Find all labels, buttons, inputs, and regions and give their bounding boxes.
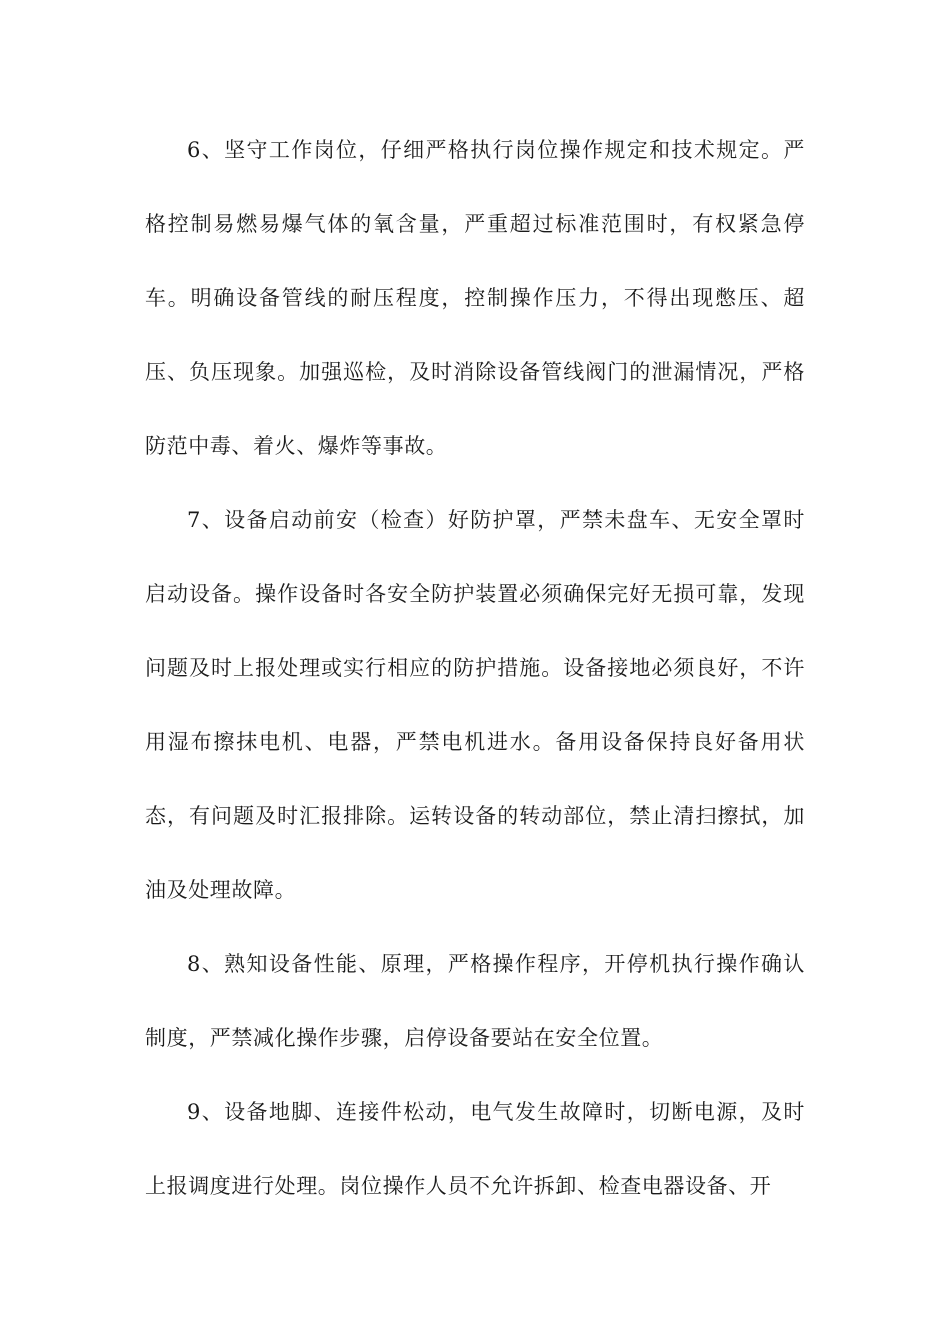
paragraph-9: 9、设备地脚、连接件松动，电气发生故障时，切断电源，及时上报调度进行处理。岗位操作人员不允许拆卸、检查电器设备、开 xyxy=(145,1100,805,1198)
paragraph-6: 6、坚守工作岗位，仔细严格执行岗位操作规定和技术规定。严格控制易燃易爆气体的氧含量，严重超过标准范围时，有权紧急停车。明确设备管线的耐压程度，控制操作压力，不得出现憋压、超压、负压现象。加强巡检，及时消除设备管线阀门的泄漏情况，严格防范中毒、着火、爆炸等事故。 xyxy=(145,138,805,458)
paragraph-7: 7、设备启动前安（检查）好防护罩，严禁未盘车、无安全罩时启动设备。操作设备时各安全防护装置必须确保完好无损可靠，发现问题及时上报处理或实行相应的防护措施。设备接地必须良好，不许用湿布擦抹电机、电器，严禁电机进水。备用设备保持良好备用状态，有问题及时汇报排除。运转设备的转动部位，禁止清扫擦拭，加油及处理故障。 xyxy=(145,508,805,902)
paragraph-8: 8、熟知设备性能、原理，严格操作程序，开停机执行操作确认制度，严禁减化操作步骤，启停设备要站在安全位置。 xyxy=(145,952,805,1050)
document-body xyxy=(145,113,805,1223)
